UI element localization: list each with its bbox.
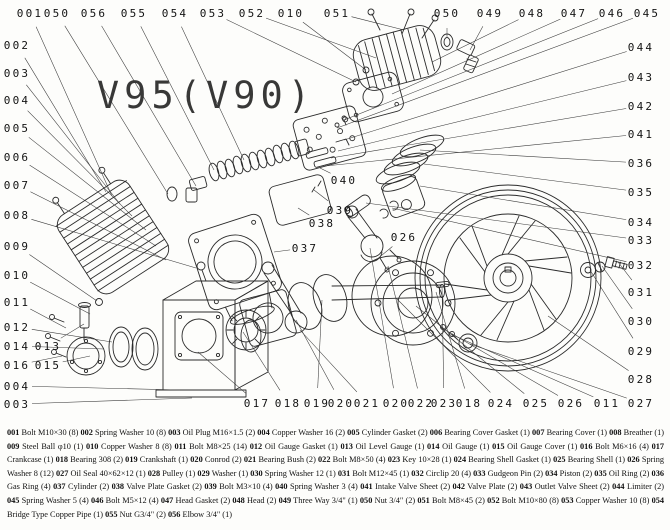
leader-line-047 bbox=[392, 19, 560, 94]
callout-label-045: 045 bbox=[633, 7, 661, 20]
callout-label-005: 005 bbox=[3, 122, 31, 135]
part-entry-016: 016 Bolt M6×16 (4) bbox=[580, 441, 652, 451]
callout-label-039: 039 bbox=[326, 204, 354, 217]
part-entry-024: 024 Bearing Shell Gasket (1) bbox=[453, 455, 554, 465]
callout-label-038: 038 bbox=[308, 217, 336, 230]
part-entry-023: 023 Key 10×28 (1) bbox=[387, 455, 454, 465]
leader-line-052 bbox=[266, 18, 376, 58]
callout-label-010: 010 bbox=[3, 269, 31, 282]
part-entry-011: 011 Bolt M8×25 (14) bbox=[174, 441, 250, 451]
callout-label-001: 001 bbox=[16, 7, 44, 20]
part-entry-051: 051 Bolt M8×45 (2) bbox=[417, 495, 488, 505]
elbow-fitting bbox=[167, 176, 207, 202]
part-entry-007: 007 Bearing Cover (1) bbox=[532, 428, 610, 437]
part-entry-021: 021 Bearing Bush (2) bbox=[243, 455, 319, 465]
part-entry-032: 032 Circlip 20 (4) bbox=[411, 468, 474, 478]
part-entry-001: 001 Bolt M10×30 (8) bbox=[7, 428, 81, 437]
callout-label-051: 051 bbox=[323, 7, 351, 20]
bearing-shell bbox=[352, 256, 455, 345]
callout-label-026: 026 bbox=[390, 231, 418, 244]
callout-label-032: 032 bbox=[627, 259, 655, 272]
callout-label-042: 042 bbox=[627, 100, 655, 113]
part-entry-052: 052 Bolt M10×80 (8) bbox=[487, 495, 562, 505]
part-entry-035: 035 Oil Ring (2) bbox=[594, 468, 652, 478]
leader-line-038 bbox=[298, 208, 309, 215]
head-gasket bbox=[341, 70, 405, 123]
callout-label-008: 008 bbox=[3, 209, 31, 222]
callout-layer bbox=[4, 7, 660, 411]
callout-label-049: 049 bbox=[476, 7, 504, 20]
part-entry-043: 043 Outlet Valve Sheet (2) bbox=[519, 482, 613, 492]
leader-line-004 bbox=[28, 111, 132, 216]
part-entry-054: 054 Bridge Type Copper Pipe (1) bbox=[7, 495, 665, 519]
part-entry-012: 012 Oil Gauge Gasket (1) bbox=[249, 441, 341, 451]
leader-line-040 bbox=[320, 168, 331, 173]
leader-line-025 bbox=[416, 306, 524, 394]
callout-label-035: 035 bbox=[627, 186, 655, 199]
part-entry-027: 027 Oil Seal 40×62×12 (1) bbox=[55, 468, 148, 478]
cylinder bbox=[186, 212, 290, 332]
callout-label-018: 018 bbox=[274, 397, 302, 410]
callout-label-055: 055 bbox=[120, 7, 148, 20]
part-entry-039: 039 Bolt M3×10 (4) bbox=[204, 482, 276, 492]
callout-label-034: 034 bbox=[627, 216, 655, 229]
leader-line-026 bbox=[376, 247, 392, 261]
part-entry-038: 038 Valve Plate Gasket (2) bbox=[111, 482, 205, 492]
leader-line-013 bbox=[61, 324, 84, 338]
three-way bbox=[441, 34, 479, 73]
callout-label-003: 003 bbox=[3, 398, 31, 411]
callout-label-050: 050 bbox=[433, 7, 461, 20]
callout-label-047: 047 bbox=[560, 7, 588, 20]
leader-line-003 bbox=[32, 398, 192, 404]
callout-label-019: 019 bbox=[303, 397, 331, 410]
part-entry-026: 026 Spring Washer 8 (12) bbox=[7, 455, 665, 478]
callout-label-012: 012 bbox=[3, 321, 31, 334]
leader-line-021 bbox=[300, 330, 357, 392]
part-entry-047: 047 Head Gasket (2) bbox=[160, 495, 233, 505]
pulley-bolt bbox=[581, 257, 628, 278]
part-entry-046: 046 Bolt M5×12 (4) bbox=[91, 495, 161, 505]
callout-label-052: 052 bbox=[238, 7, 266, 20]
callout-label-021: 021 bbox=[353, 397, 381, 410]
part-entry-044: 044 Limiter (2) bbox=[612, 482, 665, 492]
leader-line-010 bbox=[30, 282, 90, 314]
leader-line-007 bbox=[30, 192, 166, 260]
part-entry-036: 036 Gas Ring (4) bbox=[7, 468, 664, 492]
callout-label-028: 028 bbox=[627, 373, 655, 386]
leader-line-041 bbox=[325, 136, 626, 167]
callout-label-053: 053 bbox=[199, 7, 227, 20]
callout-label-020: 020 bbox=[327, 397, 355, 410]
callout-label-029: 029 bbox=[627, 345, 655, 358]
part-entry-010: 010 Copper Washer 8 (8) bbox=[85, 441, 175, 451]
callout-label-015: 015 bbox=[34, 359, 62, 372]
callout-label-004: 004 bbox=[3, 94, 31, 107]
callout-label-023: 023 bbox=[430, 397, 458, 410]
part-entry-030: 030 Spring Washer 12 (1) bbox=[250, 468, 338, 478]
callout-label-050: 050 bbox=[43, 7, 71, 20]
callout-label-009: 009 bbox=[3, 240, 31, 253]
part-entry-009: 009 Steel Ball φ10 (1) bbox=[7, 441, 86, 451]
head bbox=[350, 22, 445, 94]
callout-label-003: 003 bbox=[3, 67, 31, 80]
callout-label-017: 017 bbox=[243, 397, 271, 410]
callout-label-022: 022 bbox=[407, 397, 435, 410]
leader-line-020 bbox=[296, 320, 334, 390]
part-entry-053: 053 Copper Washer 10 (8) bbox=[561, 495, 652, 505]
callout-label-056: 056 bbox=[80, 7, 108, 20]
part-entry-041: 041 Intake Valve Sheet (2) bbox=[360, 482, 453, 492]
part-entry-045: 045 Spring Washer 5 (4) bbox=[7, 495, 92, 505]
callout-label-016: 016 bbox=[3, 359, 31, 372]
callout-label-002: 002 bbox=[3, 39, 31, 52]
part-entry-037: 037 Cylinder (2) bbox=[53, 482, 112, 492]
part-entry-020: 020 Conrod (2) bbox=[190, 455, 244, 465]
part-entry-049: 049 Three Way 3/4" (1) bbox=[278, 495, 360, 505]
part-entry-013: 013 Oil Level Gauge (1) bbox=[340, 441, 428, 451]
leader-line-037 bbox=[274, 250, 290, 252]
parts-list bbox=[7, 426, 664, 521]
leader-line-053 bbox=[227, 20, 357, 83]
callout-label-054: 054 bbox=[161, 7, 189, 20]
part-entry-004: 004 Copper Washer 16 (2) bbox=[257, 428, 348, 437]
callout-label-041: 041 bbox=[627, 128, 655, 141]
part-entry-006: 006 Bearing Cover Gasket (1) bbox=[429, 428, 533, 437]
callout-label-036: 036 bbox=[627, 157, 655, 170]
leader-line-029 bbox=[590, 270, 633, 338]
callout-label-026: 026 bbox=[557, 397, 585, 410]
oil-gauge-parts bbox=[46, 299, 159, 376]
callout-label-044: 044 bbox=[627, 41, 655, 54]
part-entry-008: 008 Breather (1) bbox=[609, 428, 665, 437]
part-entry-015: 015 Oil Gauge Cover (1) bbox=[492, 441, 581, 451]
callout-label-004: 004 bbox=[3, 380, 31, 393]
part-entry-042: 042 Valve Plate (2) bbox=[452, 482, 520, 492]
callout-label-011: 011 bbox=[3, 296, 31, 309]
callout-label-020: 020 bbox=[382, 397, 410, 410]
leader-line-006 bbox=[30, 165, 156, 246]
part-entry-003: 003 Oil Plug M16×1.5 (2) bbox=[168, 428, 258, 437]
callout-label-046: 046 bbox=[598, 7, 626, 20]
part-entry-025: 025 Bearing Shell (1) bbox=[553, 455, 628, 465]
part-entry-033: 033 Gudgeon Pin (2) bbox=[473, 468, 546, 478]
callout-label-033: 033 bbox=[627, 234, 655, 247]
callout-label-025: 025 bbox=[522, 397, 550, 410]
callout-label-011: 011 bbox=[593, 397, 621, 410]
leader-line-022 bbox=[388, 266, 418, 388]
callout-label-014: 014 bbox=[3, 340, 31, 353]
callout-label-043: 043 bbox=[627, 71, 655, 84]
leader-line-051 bbox=[352, 17, 405, 30]
callout-label-031: 031 bbox=[627, 286, 655, 299]
callout-label-048: 048 bbox=[518, 7, 546, 20]
diagram-title: V95(V90) bbox=[96, 74, 316, 117]
part-entry-018: 018 Bearing 308 (2) bbox=[55, 455, 126, 465]
callout-label-040: 040 bbox=[330, 174, 358, 187]
callout-label-037: 037 bbox=[291, 242, 319, 255]
piston-rings bbox=[374, 131, 447, 189]
callout-label-010: 010 bbox=[277, 7, 305, 20]
callout-label-030: 030 bbox=[627, 315, 655, 328]
part-entry-002: 002 Spring Washer 10 (8) bbox=[80, 428, 169, 437]
cylinder-finned bbox=[42, 160, 173, 299]
callout-label-007: 007 bbox=[3, 179, 31, 192]
callout-label-006: 006 bbox=[3, 151, 31, 164]
callout-label-027: 027 bbox=[627, 397, 655, 410]
callout-label-024: 024 bbox=[487, 397, 515, 410]
part-entry-028: 028 Pulley (1) bbox=[147, 468, 198, 478]
part-entry-034: 034 Piston (2) bbox=[545, 468, 595, 478]
leader-line-039 bbox=[314, 190, 328, 201]
leader-line-004 bbox=[32, 386, 180, 390]
copper-pipe bbox=[207, 139, 310, 182]
part-entry-050: 050 Nut 3/4" (2) bbox=[359, 495, 418, 505]
part-entry-040: 040 Spring Washer 3 (4) bbox=[275, 482, 361, 492]
callout-label-018: 018 bbox=[455, 397, 483, 410]
piston bbox=[380, 171, 427, 219]
part-entry-005: 005 Cylinder Gasket (2) bbox=[347, 428, 430, 437]
part-entry-048: 048 Head (2) bbox=[232, 495, 279, 505]
leader-line-002 bbox=[25, 58, 106, 192]
callout-label-013: 013 bbox=[34, 340, 62, 353]
part-entry-056: 056 Elbow 3/4" (1) bbox=[167, 509, 232, 519]
leader-line-009 bbox=[29, 255, 97, 302]
leader-line-046 bbox=[344, 19, 598, 120]
part-entry-014: 014 Oil Gauge (1) bbox=[427, 441, 493, 451]
part-entry-031: 031 Bolt M12×45 (1) bbox=[337, 468, 412, 478]
part-entry-017: 017 Crankcase (1) bbox=[7, 441, 665, 465]
leader-line-011 bbox=[30, 309, 66, 328]
part-entry-055: 055 Nut G3/4" (2) bbox=[105, 509, 168, 519]
part-entry-022: 022 Bolt M8×50 (4) bbox=[318, 455, 388, 465]
part-entry-029: 029 Washer (1) bbox=[197, 468, 251, 478]
conrod bbox=[262, 262, 307, 333]
part-entry-019: 019 Crankshaft (1) bbox=[125, 455, 191, 465]
leader-line-036 bbox=[420, 150, 626, 162]
leader-line-008 bbox=[31, 219, 196, 268]
